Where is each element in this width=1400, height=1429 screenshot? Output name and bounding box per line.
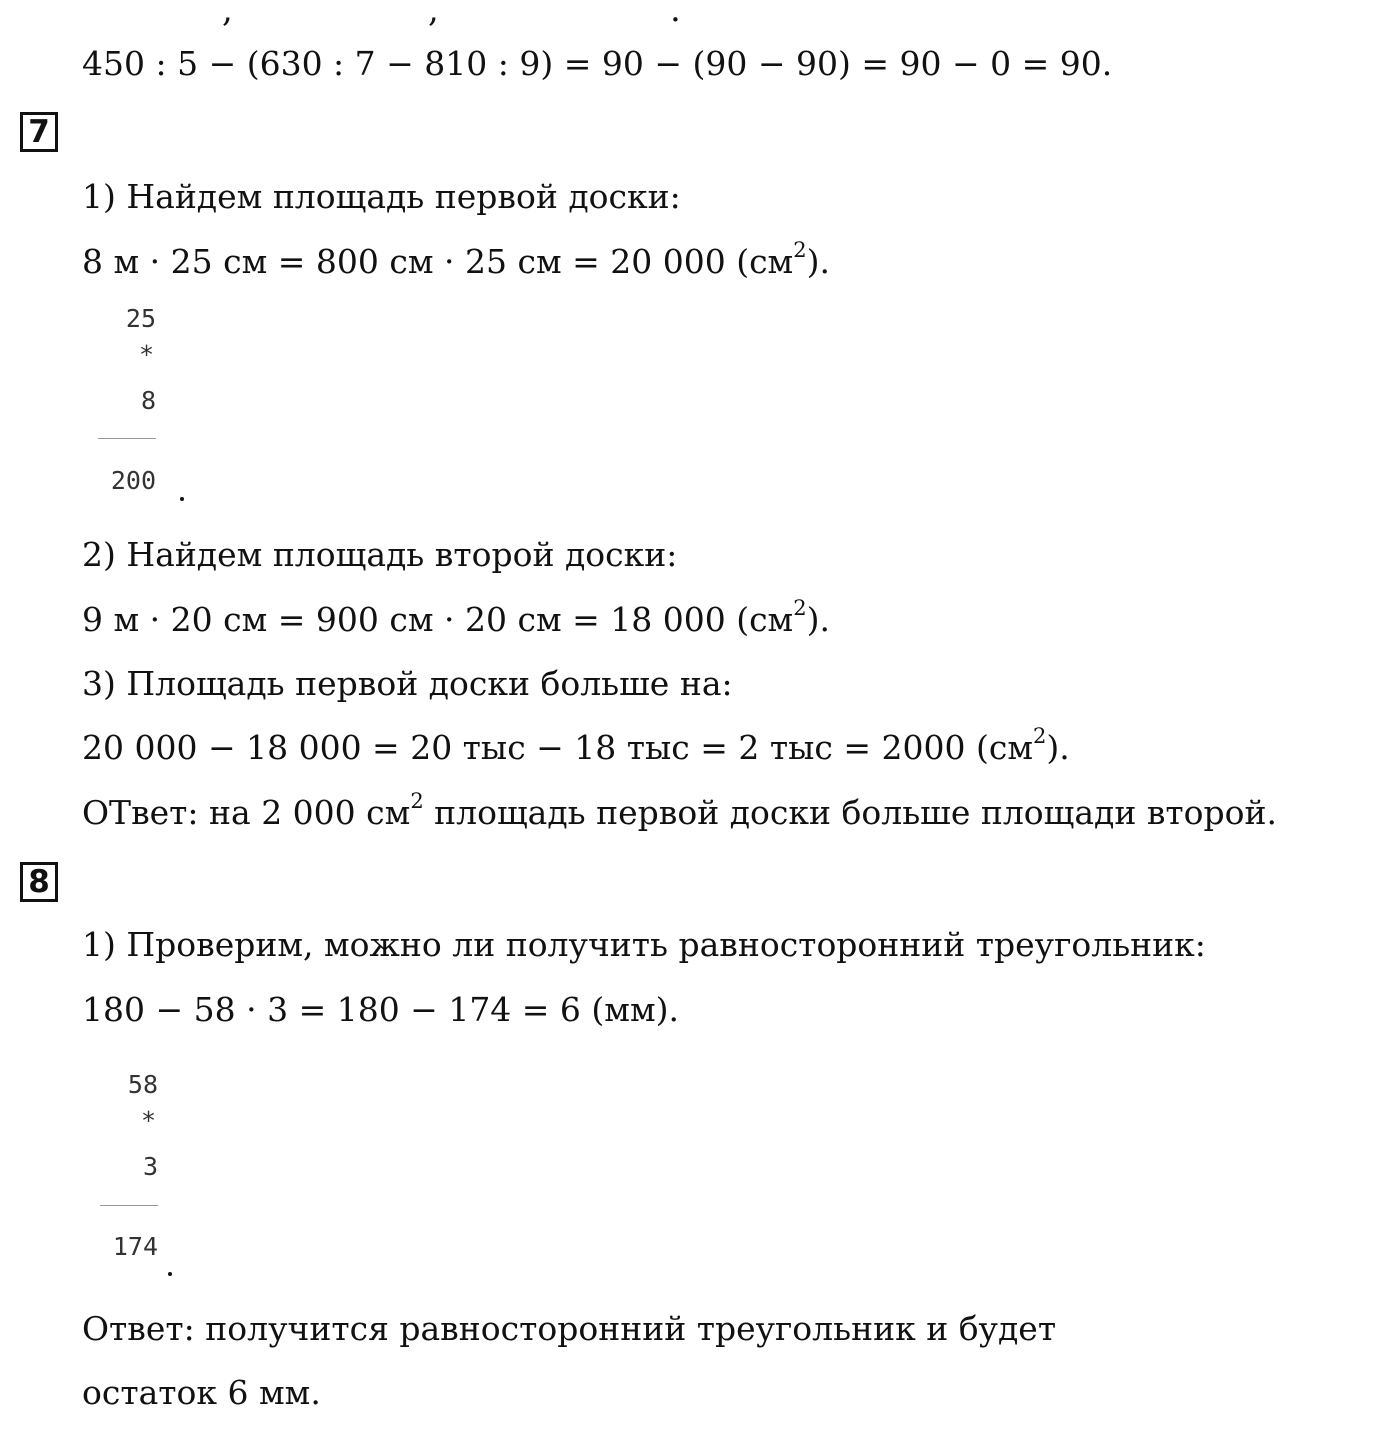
task7-calc3-superscript: 2 — [1033, 724, 1047, 748]
column-multiplier: 3 — [142, 1152, 158, 1181]
task8-answer-line1: Ответ: получится равносторонний треугольник и будет — [82, 1309, 1057, 1348]
task7-answer — [82, 789, 1278, 833]
task7-calc2 — [82, 596, 830, 640]
task7-calc3-main: 20 000 − 18 000 = 20 тыс − 18 тыс = 2 тыс = 2000 (см — [82, 728, 1034, 767]
task7-calc1-end: ). — [806, 242, 830, 281]
column-rule — [98, 438, 156, 439]
task7-calc3-end: ). — [1046, 728, 1070, 767]
task-number-8: 8 — [20, 862, 58, 902]
task7-column-multiplication — [96, 304, 156, 504]
task7-step1: 1) Найдем площадь первой доски: — [82, 177, 681, 216]
task7-calc1-superscript: 2 — [793, 238, 807, 262]
column-top-number: 25 — [125, 304, 156, 333]
task7-calc2-end: ). — [806, 600, 830, 639]
task8-answer-line2: остаток 6 мм. — [82, 1373, 321, 1412]
task7-calc2-superscript: 2 — [793, 596, 807, 620]
column-operator: * — [140, 1106, 156, 1135]
task8-calc1: 180 − 58 · 3 = 180 − 174 = 6 (мм). — [82, 990, 679, 1029]
task7-calc1-main: 8 м · 25 см = 800 см · 25 см = 20 000 (см — [82, 242, 794, 281]
task7-step2: 2) Найдем площадь второй доски: — [82, 535, 678, 574]
column-operator: * — [138, 340, 154, 369]
column-rule — [100, 1205, 158, 1206]
column-dot — [168, 1272, 172, 1276]
column-multiplier: 8 — [140, 386, 156, 415]
task7-answer-main: ОТвет: на 2 000 см — [82, 793, 411, 832]
task7-calc3 — [82, 724, 1070, 768]
task7-step3: 3) Площадь первой доски больше на: — [82, 664, 733, 703]
column-result: 174 — [112, 1232, 158, 1261]
fragment-period: . — [670, 0, 681, 30]
task7-answer-end: площадь первой доски больше площади второй. — [423, 793, 1278, 832]
task8-column-multiplication — [98, 1070, 158, 1270]
previous-line-fragment — [210, 0, 710, 30]
fragment-comma-1: , — [222, 0, 233, 30]
task-number-7: 7 — [20, 112, 58, 152]
previous-task-result-line: 450 : 5 − (630 : 7 − 810 : 9) = 90 − (90 − 90) = 90 − 0 = 90. — [82, 44, 1113, 83]
task7-answer-superscript: 2 — [410, 789, 424, 813]
column-top-number: 58 — [127, 1070, 158, 1099]
column-result: 200 — [110, 466, 156, 495]
column-dot — [180, 497, 184, 501]
task7-calc2-main: 9 м · 20 см = 900 см · 20 см = 18 000 (см — [82, 600, 794, 639]
task8-step1: 1) Проверим, можно ли получить равносторонний треугольник: — [82, 925, 1206, 964]
task7-calc1 — [82, 238, 830, 282]
fragment-comma-2: , — [428, 0, 439, 30]
